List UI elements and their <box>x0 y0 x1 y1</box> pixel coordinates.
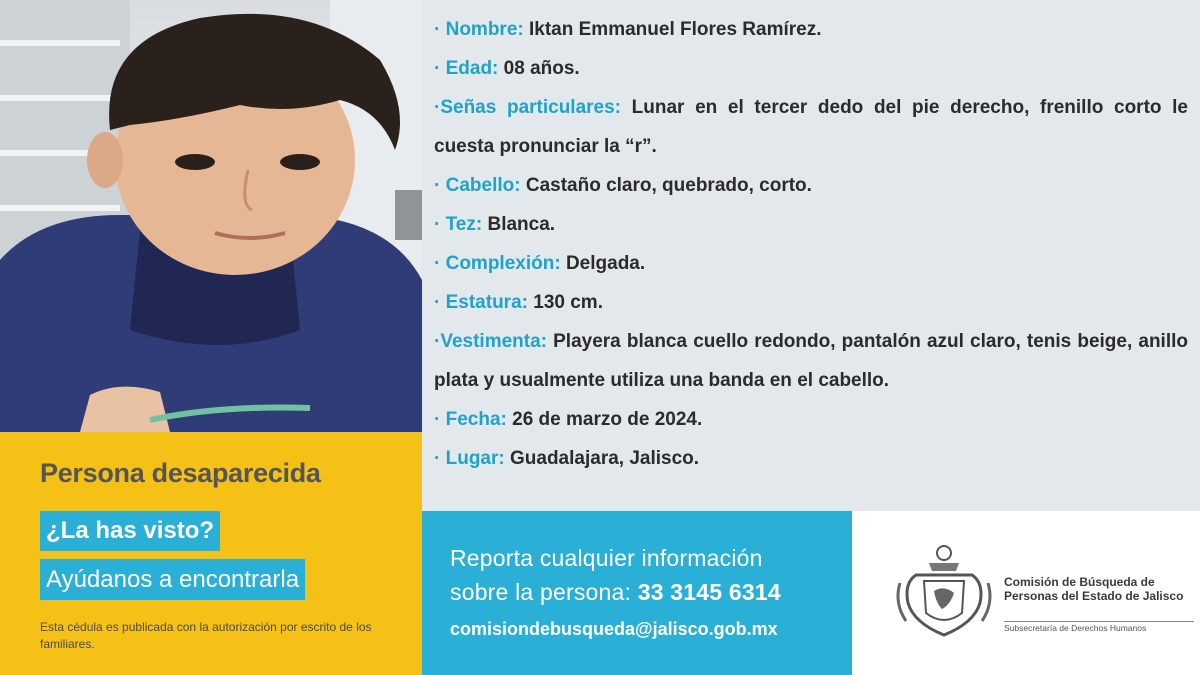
missing-person-banner <box>0 432 422 675</box>
detail-value: Lunar en el tercer dedo del pie derecho, frenillo corto le cuesta pronunciar la “r”. <box>434 97 1188 157</box>
detail-value: 130 cm. <box>527 292 603 313</box>
detail-label: · Edad: <box>434 58 499 79</box>
detail-value: Iktan Emmanuel Flores Ramírez. <box>523 19 822 40</box>
authorization-note: Esta cédula es publicada con la autorización por escrito de los familiares. <box>40 620 372 651</box>
detail-value: Blanca. <box>482 214 556 235</box>
detail-row-lugar <box>434 439 1188 478</box>
detail-value: 08 años. <box>498 58 580 79</box>
agency-logo-block <box>852 511 1200 675</box>
detail-label: ·Señas particulares: <box>434 97 622 118</box>
detail-row-fecha <box>434 400 1188 439</box>
detail-row-nombre <box>434 10 1188 49</box>
detail-value: Playera blanca cuello redondo, pantalón azul claro, tenis beige, anillo plata y usualmente utiliza una banda en el cabello. <box>434 331 1188 391</box>
detail-row-senas <box>434 88 1188 166</box>
detail-label: · Lugar: <box>434 448 505 469</box>
detail-value: Castaño claro, quebrado, corto. <box>520 175 812 196</box>
detail-value: Delgada. <box>560 253 646 274</box>
person-details-panel <box>422 0 1200 511</box>
jalisco-coat-of-arms-icon <box>894 543 994 648</box>
detail-row-vestimenta <box>434 322 1188 400</box>
detail-label: · Estatura: <box>434 292 528 313</box>
contact-phone[interactable]: 33 3145 6314 <box>637 579 781 605</box>
agency-name: Comisión de Búsqueda de Personas del Estado de Jalisco <box>1004 575 1184 603</box>
contact-email[interactable]: comisiondebusqueda@jalisco.gob.mx <box>450 619 778 639</box>
contact-line-2-prefix: sobre la persona: <box>450 579 638 605</box>
detail-label: ·Vestimenta: <box>434 331 547 352</box>
detail-row-edad <box>434 49 1188 88</box>
child-portrait-illustration <box>0 0 422 432</box>
contact-line-2 <box>450 579 781 606</box>
contact-block <box>422 511 852 675</box>
detail-label: · Cabello: <box>434 175 521 196</box>
detail-row-estatura <box>434 283 1188 322</box>
banner-question: ¿La has visto? <box>40 511 220 551</box>
contact-line-1: Reporta cualquier información <box>450 545 763 571</box>
detail-label: · Tez: <box>434 214 483 235</box>
banner-help-text: Ayúdanos a encontrarla <box>40 559 305 600</box>
detail-row-cabello <box>434 166 1188 205</box>
detail-label: · Complexión: <box>434 253 561 274</box>
detail-row-complexion <box>434 244 1188 283</box>
agency-subtitle: Subsecretaría de Derechos Humanos <box>1004 621 1194 633</box>
detail-label: · Nombre: <box>434 19 524 40</box>
detail-row-tez <box>434 205 1188 244</box>
missing-person-photo <box>0 0 422 432</box>
detail-value: Guadalajara, Jalisco. <box>504 448 700 469</box>
detail-value: 26 de marzo de 2024. <box>506 409 703 430</box>
banner-title: Persona desaparecida <box>40 458 321 488</box>
detail-label: · Fecha: <box>434 409 507 430</box>
